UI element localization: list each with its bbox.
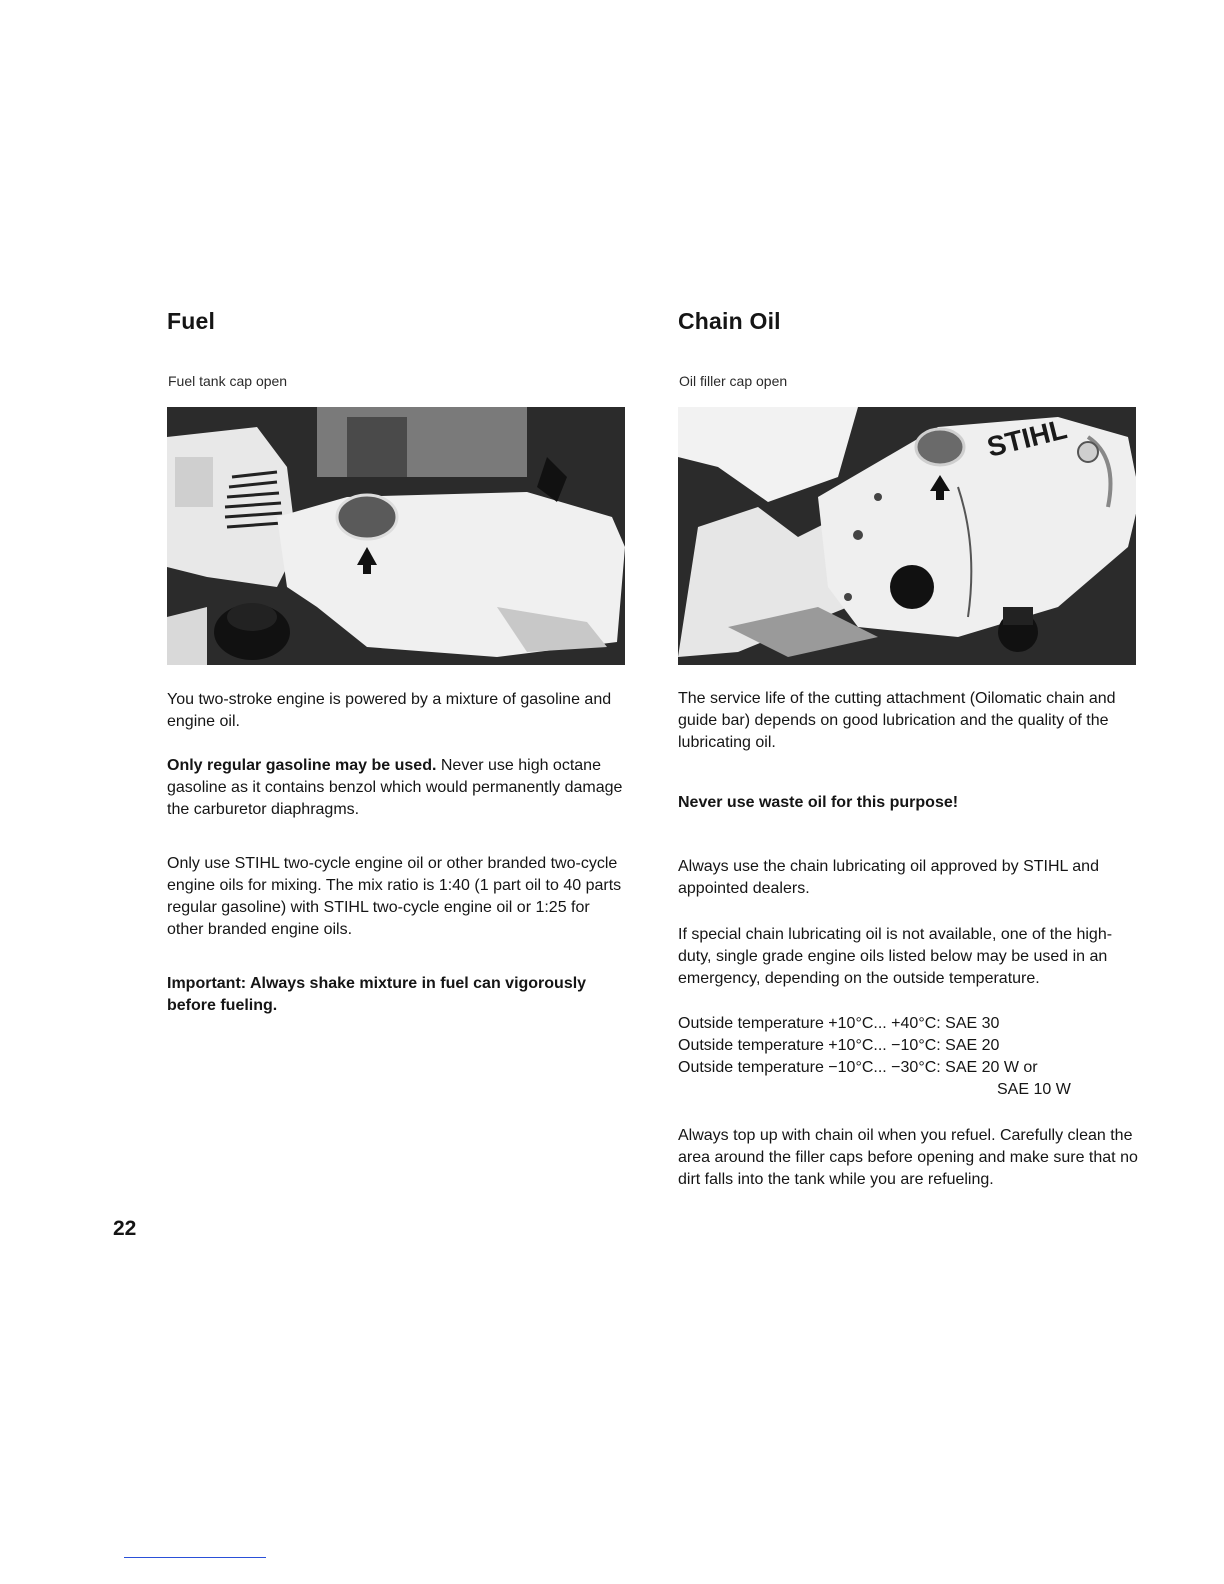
chain-oil-waste-warning-text: Never use waste oil for this purpose! — [678, 794, 959, 811]
chain-oil-paragraph-4: If special chain lubricating oil is not available, one of the high-duty, single grade engine oils listed below may be used in an emergency, depending on the outside temperature. — [678, 926, 1113, 987]
fuel-heading: Fuel — [167, 308, 216, 334]
oil-filler-photo — [678, 407, 1136, 665]
fuel-paragraph-3: Only use STIHL two-cycle engine oil or other branded two-cycle engine oils for mixing. The mix ratio is 1:40 (1 part oil to 40 parts regular gasoline) with STIHL two-cycle engine oil or 1:25 for other branded engine oils. — [167, 855, 622, 938]
temperature-row: Outside temperature −10°C... −30°C: SAE 20 W or — [678, 1059, 1038, 1076]
chain-oil-paragraph-3: Always use the chain lubricating oil approved by STIHL and appointed dealers. — [678, 858, 1099, 897]
stihl-logo: STIHL — [983, 413, 1070, 463]
temperature-row: Outside temperature +10°C... +40°C: SAE 30 — [678, 1015, 1000, 1032]
chain-oil-section — [678, 308, 1140, 1191]
fuel-regular-gasoline-note: Only regular gasoline may be used. — [167, 757, 437, 774]
fuel-important-note — [167, 973, 629, 1017]
fuel-paragraph-2-rest: Never use high octane gasoline as it contains benzol which would permanently damage the carburetor diaphragms. — [167, 757, 623, 818]
oil-filler-illustration — [678, 407, 1136, 665]
fuel-important-text: Important: Always shake mixture in fuel can vigorously before fueling. — [167, 975, 587, 1014]
chain-oil-photo-caption: Oil filler cap open — [679, 373, 788, 389]
fuel-tank-photo — [167, 407, 625, 665]
fuel-tank-illustration — [167, 407, 625, 665]
chain-oil-heading: Chain Oil — [678, 308, 781, 334]
temperature-row-continuation: SAE 10 W — [997, 1081, 1071, 1098]
bottom-rule — [124, 1557, 266, 1558]
fuel-photo-caption: Fuel tank cap open — [168, 373, 288, 389]
temperature-row: Outside temperature +10°C... −10°C: SAE 20 — [678, 1037, 1000, 1054]
chain-oil-waste-warning — [678, 792, 1140, 814]
chain-oil-paragraph-5: Always top up with chain oil when you refuel. Carefully clean the area around the filler caps before opening and make sure that no dirt falls into the tank while you are refueling. — [678, 1127, 1138, 1188]
page-number: 22 — [113, 1217, 137, 1240]
fuel-paragraph-2 — [167, 755, 629, 821]
fuel-paragraph-1: You two-stroke engine is powered by a mixture of gasoline and engine oil. — [167, 691, 612, 730]
chain-oil-paragraph-1: The service life of the cutting attachment (Oilomatic chain and guide bar) depends on good lubrication and the quality of the lubricating oil. — [678, 690, 1116, 751]
fuel-section — [167, 308, 629, 1017]
temperature-table — [678, 1013, 1140, 1101]
